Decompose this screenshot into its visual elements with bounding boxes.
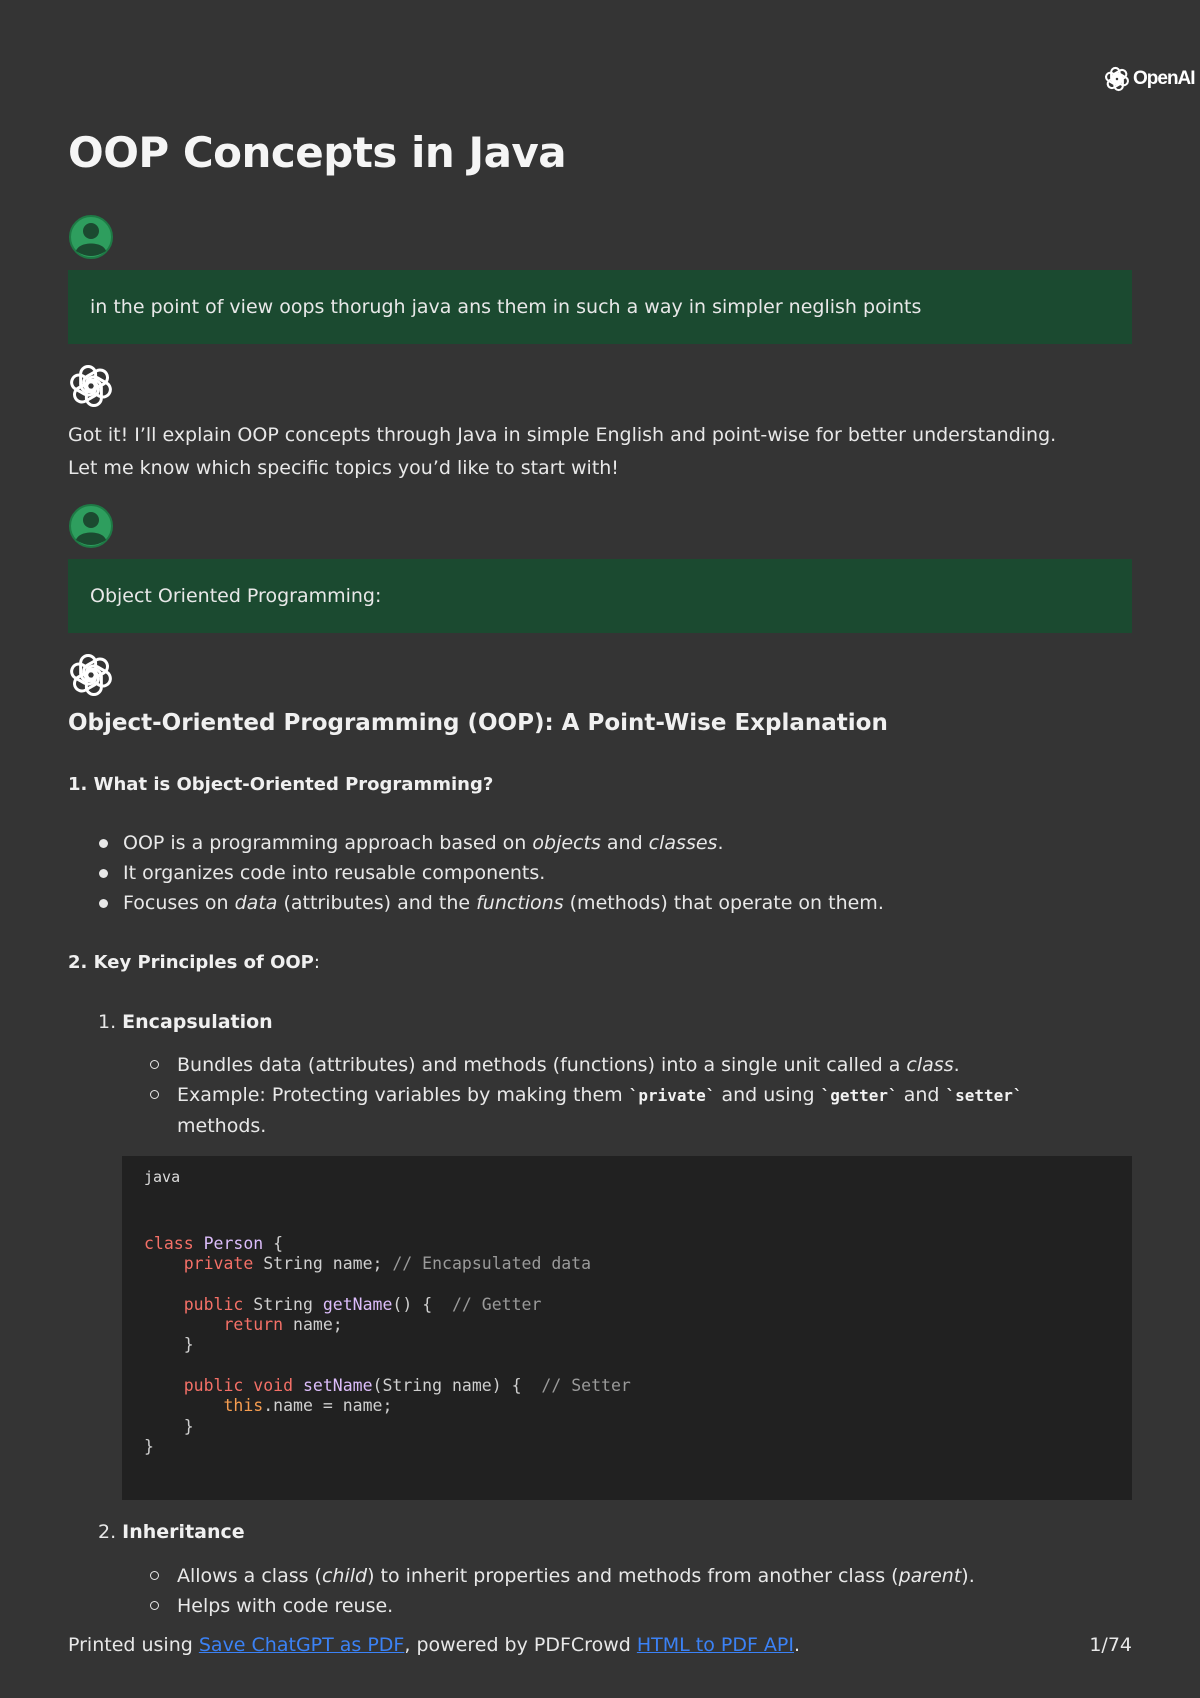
list-item-continuation: methods. (177, 1115, 267, 1137)
list-item: Focuses on data (attributes) and the functions (methods) that operate on them. (68, 888, 884, 918)
list-item: Allows a class (child) to inherit properties and methods from another class (parent). (68, 1561, 975, 1591)
principle-item-encapsulation: 1. Encapsulation (98, 1011, 273, 1033)
sub-bullet-list (68, 1050, 1023, 1141)
code-block (122, 1156, 1132, 1500)
openai-logo-icon (1104, 66, 1130, 92)
user-message-bubble (68, 270, 1132, 344)
list-item: OOP is a programming approach based on objects and classes. (68, 828, 884, 858)
html-to-pdf-link[interactable]: HTML to PDF API (636, 1634, 794, 1656)
page-number: 1/74 (1089, 1634, 1132, 1656)
save-chatgpt-link[interactable]: Save ChatGPT as PDF (198, 1634, 405, 1656)
code-content: class Person { private String name; // Encapsulated data public String getName() { // Getter return name; } public void setName(String name) { // Setter this.name = name; } } (144, 1234, 631, 1456)
principle-item-inheritance: 2. Inheritance (98, 1521, 245, 1543)
openai-logo-icon (68, 652, 114, 698)
assistant-message-line: Got it! I’ll explain OOP concepts through Java in simple English and point-wise for better understanding. (68, 424, 1057, 446)
section-heading: 2. Key Principles of OOP: (68, 952, 320, 973)
logo-text: OpenAI (1133, 68, 1195, 89)
sub-bullet-list (68, 1561, 975, 1621)
list-item: Helps with code reuse. (68, 1591, 975, 1621)
section-heading: 1. What is Object-Oriented Programming? (68, 774, 494, 795)
openai-logo (1104, 66, 1195, 92)
user-message-bubble (68, 559, 1132, 633)
user-message-text: Object Oriented Programming: (90, 585, 382, 607)
openai-logo-icon (68, 363, 114, 409)
answer-heading: Object-Oriented Programming (OOP): A Point-Wise Explanation (68, 710, 888, 736)
user-message-text: in the point of view oops thorugh java ans them in such a way in simpler neglish points (90, 296, 922, 318)
user-avatar-icon (68, 214, 114, 260)
page-title: OOP Concepts in Java (68, 128, 567, 177)
code-language-label: java (144, 1168, 181, 1186)
bullet-list (68, 828, 884, 918)
footer: Printed using Save ChatGPT as PDF, powered by PDFCrowd HTML to PDF API. 1/74 (68, 1634, 1132, 1656)
list-item: It organizes code into reusable components. (68, 858, 884, 888)
assistant-message-line: Let me know which specific topics you’d like to start with! (68, 457, 619, 479)
list-item: Example: Protecting variables by making them `private` and using `getter` and `setter` (68, 1080, 1023, 1111)
user-avatar-icon (68, 503, 114, 549)
list-item: Bundles data (attributes) and methods (functions) into a single unit called a class. (68, 1050, 1023, 1080)
